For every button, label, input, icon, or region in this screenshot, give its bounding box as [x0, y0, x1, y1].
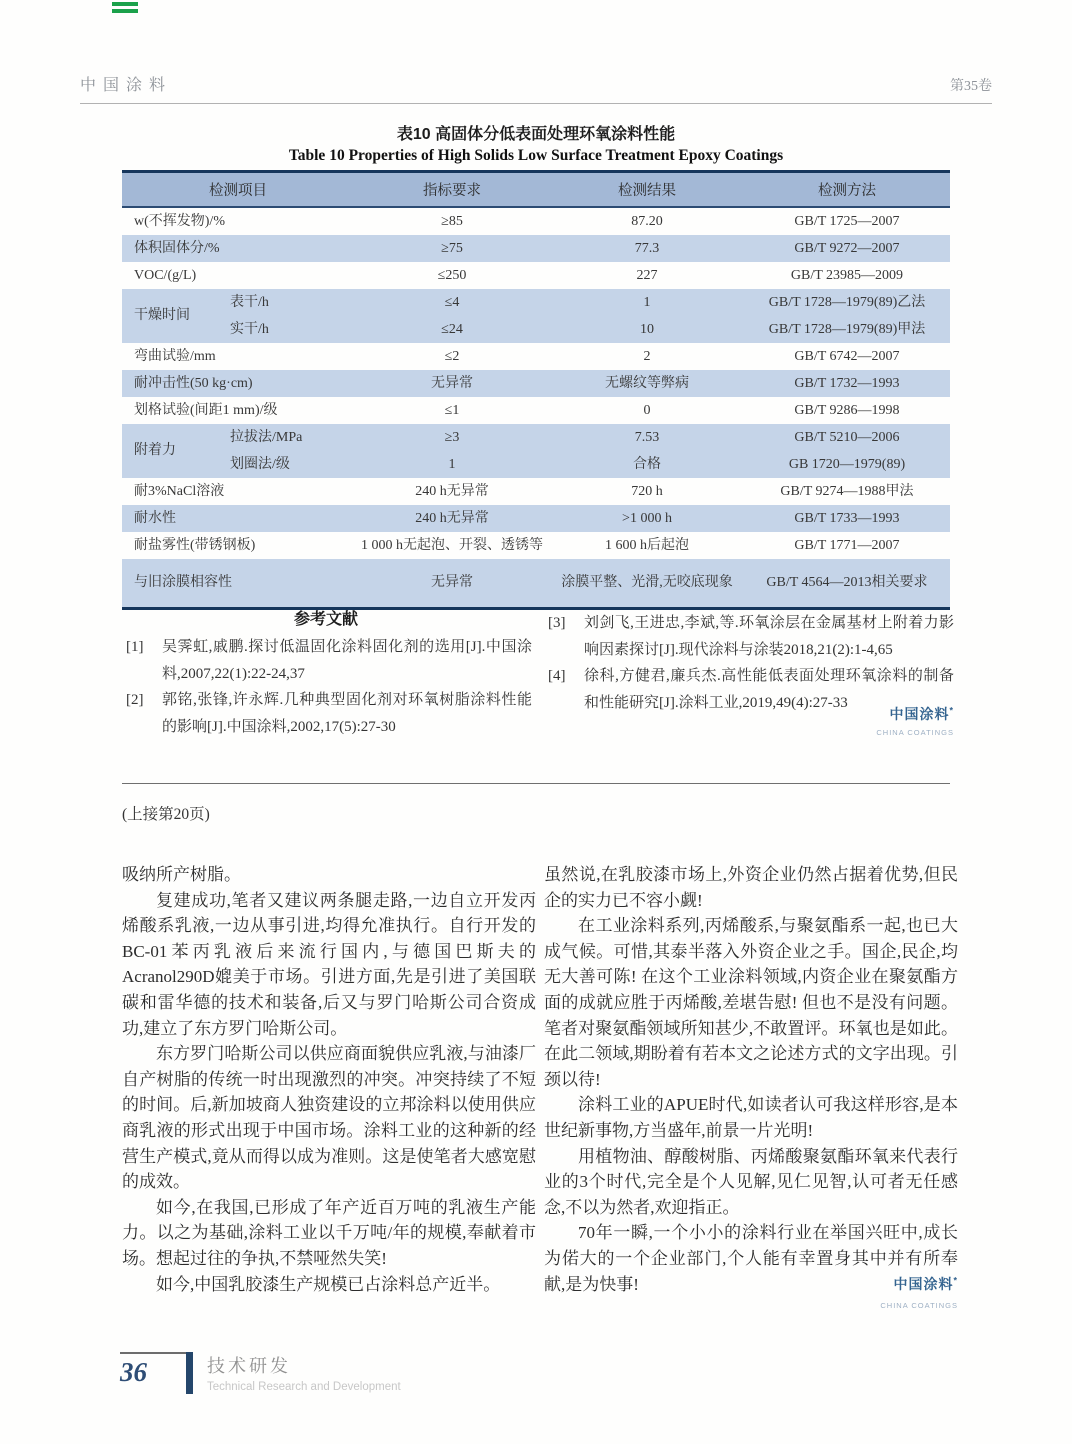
logo-text-en: CHINA COATINGS — [880, 1300, 958, 1310]
references-heading: 参考文献 — [293, 611, 358, 628]
col-header-method: 检测方法 — [744, 172, 950, 208]
table-row: 划格试验(间距1 mm)/级 ≤1 0 GB/T 9286—1998 — [134, 402, 900, 418]
paragraph: 东方罗门哈斯公司以供应商面貌供应乳液,与油漆厂自产树脂的传统一时出现激烈的冲突。冲突持续了不短的时间。后,新加坡商人独资建设的立邦涂料以使用供应商乳液的形式出现于中国市场。涂料工业的这种新的经营生产模式,竟从而得以成为准则。这是使笔者大感宽慰的成效。 — [122, 1044, 536, 1192]
reference-text: 徐科,方健君,廉兵杰.高性能低表面处理环氧涂料的制备和性能研究[J].涂料工业,2019,49(4):27-33 — [584, 668, 954, 711]
section-title-en: Technical Research and Development — [207, 1381, 401, 1393]
table-row: 干燥时间 表干/h ≤4 1 GB/T 1728—1979(89)乙法 — [122, 289, 950, 316]
reference-label: [2] — [126, 692, 144, 708]
table-row: w(不挥发物)/% ≥85 87.20 GB/T 1725—2007 — [134, 213, 900, 229]
reference-entry — [544, 610, 954, 663]
page-footer — [120, 1352, 401, 1394]
reference-entry — [122, 634, 532, 687]
reference-text: 刘剑飞,王进忠,李斌,等.环氧涂层在金属基材上附着力影响因素探讨[J].现代涂料与涂装2018,21(2):1-4,65 — [584, 615, 954, 658]
col-header-result: 检测结果 — [550, 172, 744, 208]
reference-label: [4] — [548, 668, 566, 684]
paragraph: 用植物油、醇酸树脂、丙烯酸聚氨酯环氧来代表行业的3个时代,完全是个人见解,见仁见智,认可者无任感念,不以为然者,欢迎指正。 — [544, 1146, 958, 1217]
table-row: 实干/h ≤24 10 GB/T 1728—1979(89)甲法 — [122, 316, 950, 343]
logo-text-cn: 中国涂料* — [889, 705, 954, 722]
col-header-item: 检测项目 — [122, 172, 354, 208]
section-divider — [122, 783, 950, 784]
logo-trademark: * — [949, 705, 954, 715]
table-header-row — [122, 172, 950, 208]
footer-divider-bar — [186, 1352, 193, 1394]
reference-text: 吴霁虹,戚鹏.探讨低温固化涂料固化剂的选用[J].中国涂料,2007,22(1):22-24,37 — [162, 639, 532, 682]
volume-number: 第35卷 — [950, 79, 992, 94]
table-row: 与旧涂膜相容性 无异常 涂膜平整、光滑,无咬底现象 GB/T 4564—2013相关要求 — [122, 559, 950, 609]
col-header-requirement: 指标要求 — [354, 172, 550, 208]
continued-from-note: (上接第20页) — [122, 806, 210, 823]
reference-label: [1] — [126, 639, 144, 655]
table-row: 划圈法/级 1 合格 GB 1720—1979(89) — [122, 451, 950, 478]
reference-entry — [122, 687, 532, 740]
table-row: 体积固体分/% ≥75 77.3 GB/T 9272—2007 — [122, 235, 950, 262]
paragraph: 虽然说,在乳胶漆市场上,外资企业仍然占据着优势,但民企的实力已不容小觑! — [544, 865, 958, 910]
paragraph: 在工业涂料系列,丙烯酸系,与聚氨酯系一起,也已大成气候。可惜,其泰半落入外资企业之手。国企,民企,均无大善可陈! 在这个工业涂料领域,内资企业在聚氨酯方面的成就应胜于丙烯酸,差堪告慰! 但也不是没有问题。笔者对聚氨酯领域所知甚少,不敢置评。环氧也是如此。在此二领域,期盼着有若本文之论述方式的文字出现。引颈以待! — [544, 916, 958, 1089]
table-row: VOC/(g/L) ≤250 227 GB/T 23985—2009 — [134, 267, 904, 283]
table-row: 耐冲击性(50 kg·cm) 无异常 无螺纹等弊病 GB/T 1732—1993 — [122, 370, 950, 397]
table-row: 附着力 拉拔法/MPa ≥3 7.53 GB/T 5210—2006 — [122, 424, 950, 451]
china-coatings-logo — [876, 706, 954, 740]
table-row: 耐水性 240 h无异常 >1 000 h GB/T 1733—1993 — [122, 505, 950, 532]
page-number-box — [120, 1352, 186, 1388]
table-title-en: Table 10 Properties of High Solids Low Surface Treatment Epoxy Coatings — [288, 147, 784, 164]
paragraph: 复建成功,笔者又建议两条腿走路,一边自立开发丙烯酸系乳液,一边从事引进,均得允准执行。自行开发的BC-01苯丙乳液后来流行国内,与德国巴斯夫的Acranol290D媲美于市场。引进方面,先是引进了美国联碳和雷华德的技术和装备,后又与罗门哈斯公司合资成功,建立了东方罗门哈斯公司。 — [122, 890, 536, 1038]
table-title-cn: 表10 高固体分低表面处理环氧涂料性能 — [396, 126, 676, 143]
references-right-column — [544, 610, 954, 738]
article-left-column — [122, 862, 536, 1297]
table-row: 弯曲试验/mm ≤2 2 GB/T 6742—2007 — [134, 348, 900, 364]
journal-name: 中国涂料 — [80, 77, 173, 94]
logo-text-en: CHINA COATINGS — [876, 728, 954, 738]
reference-text: 郭铭,张锋,许永辉.几种典型固化剂对环氧树脂涂料性能的影响[J].中国涂料,2002,17(5):27-30 — [162, 692, 532, 735]
article-right-column — [544, 862, 958, 1312]
table-row: 耐盐雾性(带锈钢板) 1 000 h无起泡、开裂、透锈等 1 600 h后起泡 GB/T 1771—2007 — [134, 537, 900, 553]
properties-table — [122, 170, 950, 610]
scan-artifact-mark — [112, 2, 138, 14]
logo-trademark: * — [953, 1275, 958, 1286]
references-left-column — [122, 634, 532, 740]
logo-text-cn: 中国涂料* — [893, 1275, 958, 1293]
running-header — [80, 72, 992, 104]
page-number: 36 — [120, 1357, 147, 1387]
section-title-cn: 技术研发 — [207, 1356, 291, 1376]
paragraph: 如今,在我国,已形成了年产近百万吨的乳液生产能力。以之为基础,涂料工业以千万吨/年的规模,奉献着市场。想起过往的争执,不禁哑然失笑! — [122, 1197, 536, 1268]
footer-section — [207, 1352, 401, 1393]
paragraph: 涂料工业的APUE时代,如读者认可我这样形容,是本世纪新事物,方当盛年,前景一片光明! — [544, 1095, 958, 1140]
paragraph: 吸纳所产树脂。 — [122, 865, 241, 884]
reference-label: [3] — [548, 615, 566, 631]
paragraph: 70年一瞬,一个小小的涂料行业在举国兴旺中,成长为偌大的一个企业部门,个人能有幸置身其中并有所奉献,是为快事! — [544, 1223, 958, 1294]
paragraph: 如今,中国乳胶漆生产规模已占涂料总产近半。 — [156, 1274, 501, 1294]
table-row: 耐3%NaCl溶液 240 h无异常 720 h GB/T 9274—1988甲法 — [134, 483, 914, 499]
